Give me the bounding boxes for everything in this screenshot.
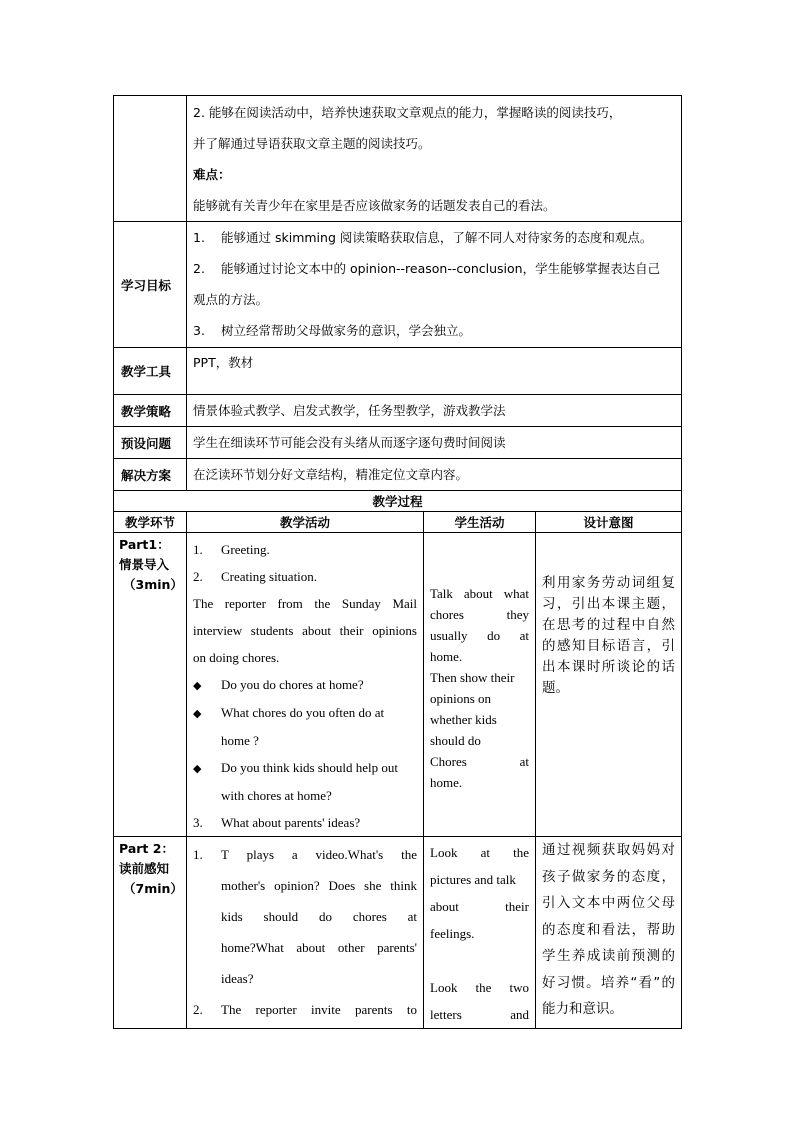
part2-intent (536, 837, 682, 1029)
part2-row (114, 837, 682, 1029)
solution-value: 在泛读环节划分好文章结构，精准定位文章内容。 (193, 467, 469, 482)
part2-step-1-line4: home?What about other parents' (221, 940, 417, 955)
part1-student-line: whether kids (430, 712, 497, 727)
objective-item-2-cont: 观点的方法。 (193, 292, 269, 307)
diamond-bullet-icon: ◆ (193, 707, 202, 720)
part1-intent-text: 利用家务劳动词组复习，引出本课主题，在思考的过程中自然的感知目标语言，引出本课时所谈论的话题。 (542, 575, 676, 696)
part1-step-2: 2. Creating situation. (193, 569, 318, 584)
part1-student-line: chores they (430, 607, 529, 622)
tools-value: PPT，教材 (193, 355, 254, 370)
strategy-row (114, 395, 682, 427)
strategy-value: 情景体验式教学、启发式教学，任务型教学，游戏教学法 (193, 403, 506, 418)
objective-item-2: 2. 能够通过讨论文本中的 opinion--reason--conclusion，学生能够掌握表达自己 (193, 261, 661, 276)
part2-step-1-line3: kids should do chores at (221, 909, 417, 924)
col-header-teacher: 教学活动 (187, 512, 424, 533)
part1-student-line: Talk about what (430, 586, 529, 601)
process-title: 教学过程 (114, 491, 682, 512)
part1-question-1: ◆ Do you do chores at home? (193, 671, 417, 699)
diamond-bullet-icon: ◆ (193, 679, 202, 692)
difficulty-heading: 难点： (193, 167, 231, 182)
col-header-student: 学生活动 (424, 512, 536, 533)
part2-student (424, 837, 536, 1029)
strategy-value-cell (187, 395, 682, 427)
part2-intent-text: 通过视频获取妈妈对孩子做家务的态度，引入文本中两位父母的态度和看法，帮助学生养成读前预测的好习惯。培养“看”的能力和意识。 (542, 842, 676, 1017)
part1-student-line: opinions on (430, 691, 492, 706)
part1-question-3: ◆ Do you think kids should help out (193, 754, 417, 782)
part1-activity (187, 533, 424, 837)
col-header-intent: 设计意图 (536, 512, 682, 533)
difficulty-row (114, 96, 682, 222)
part1-stage-line3: （3min） (123, 577, 183, 592)
col-header-stage: 教学环节 (114, 512, 187, 533)
part1-para-line1: The reporter from the Sunday Mail (193, 596, 417, 611)
lesson-plan-table (113, 95, 682, 1029)
tools-row (114, 348, 682, 395)
part1-step-1: 1. Greeting. (193, 542, 270, 557)
part1-para-line2: interview students about their opinions (193, 623, 417, 638)
tools-value-cell (187, 348, 682, 395)
part2-stage-line2: 读前感知 (119, 861, 170, 876)
part1-question-2-cont: home ? (221, 733, 259, 748)
part1-stage-line1: Part1： (119, 537, 170, 552)
part1-student (424, 533, 536, 837)
objectives-content (187, 222, 682, 348)
part1-student-line: usually do at (430, 628, 529, 643)
difficulty-line-2: 并了解通过导语获取文章主题的阅读技巧。 (193, 136, 431, 151)
part1-stage (114, 533, 187, 837)
part2-stage-line1: Part 2： (119, 841, 174, 856)
part2-student-line: Look the two (430, 980, 529, 995)
part2-student-line: feelings. (430, 926, 475, 941)
objectives-label: 学习目标 (114, 222, 187, 348)
part1-student-line: should do (430, 733, 481, 748)
part2-student-line: letters and (430, 1007, 529, 1022)
tools-label: 教学工具 (114, 348, 187, 395)
part1-student-line: Chores at (430, 754, 529, 769)
diamond-bullet-icon: ◆ (193, 762, 202, 775)
difficulty-line-1: 2. 能够在阅读活动中，培养快速获取文章观点的能力，掌握略读的阅读技巧， (193, 105, 622, 120)
objectives-row (114, 222, 682, 348)
part2-step-1-line2: mother's opinion? Does she think (221, 878, 417, 893)
part1-student-line: Then show their (430, 670, 515, 685)
problem-value: 学生在细读环节可能会没有头绪从而逐字逐句费时间阅读 (193, 435, 506, 450)
problem-value-cell (187, 427, 682, 459)
part2-stage (114, 837, 187, 1029)
solution-row (114, 459, 682, 491)
process-title-row (114, 491, 682, 512)
difficulty-label-cell (114, 96, 187, 222)
solution-label: 解决方案 (114, 459, 187, 491)
part1-student-line: home. (430, 775, 463, 790)
part1-student-line: home. (430, 649, 463, 664)
problem-label: 预设问题 (114, 427, 187, 459)
strategy-label: 教学策略 (114, 395, 187, 427)
part2-student-line: pictures and talk (430, 872, 516, 887)
part2-student-line: about their (430, 899, 529, 914)
objective-item-3: 3. 树立经常帮助父母做家务的意识，学会独立。 (193, 323, 472, 338)
part1-step-3: 3. What about parents' ideas? (193, 815, 361, 830)
part1-para-line3: on doing chores. (193, 650, 280, 665)
part2-stage-line3: （7min） (123, 881, 183, 896)
column-header-row (114, 512, 682, 533)
part1-stage-line2: 情景导入 (119, 557, 170, 572)
part1-question-3-cont: with chores at home? (221, 788, 332, 803)
part2-student-line (430, 947, 529, 974)
part1-intent (536, 533, 682, 837)
part2-step-1-line5: ideas? (221, 971, 254, 986)
difficulty-line-3: 能够就有关青少年在家里是否应该做家务的话题发表自己的看法。 (193, 198, 556, 213)
objective-item-1: 1. 能够通过 skimming 阅读策略获取信息，了解不同人对待家务的态度和观点。 (193, 230, 653, 245)
part1-row (114, 533, 682, 837)
part2-student-line: Look at the (430, 845, 529, 860)
part2-step-2: 2. The reporter invite parents to (193, 1002, 417, 1017)
problem-row (114, 427, 682, 459)
part1-question-2: ◆ What chores do you often do at (193, 699, 417, 727)
part2-step-1: 1. T plays a video.What's the (193, 847, 417, 862)
difficulty-content (187, 96, 682, 222)
part2-activity (187, 837, 424, 1029)
solution-value-cell (187, 459, 682, 491)
